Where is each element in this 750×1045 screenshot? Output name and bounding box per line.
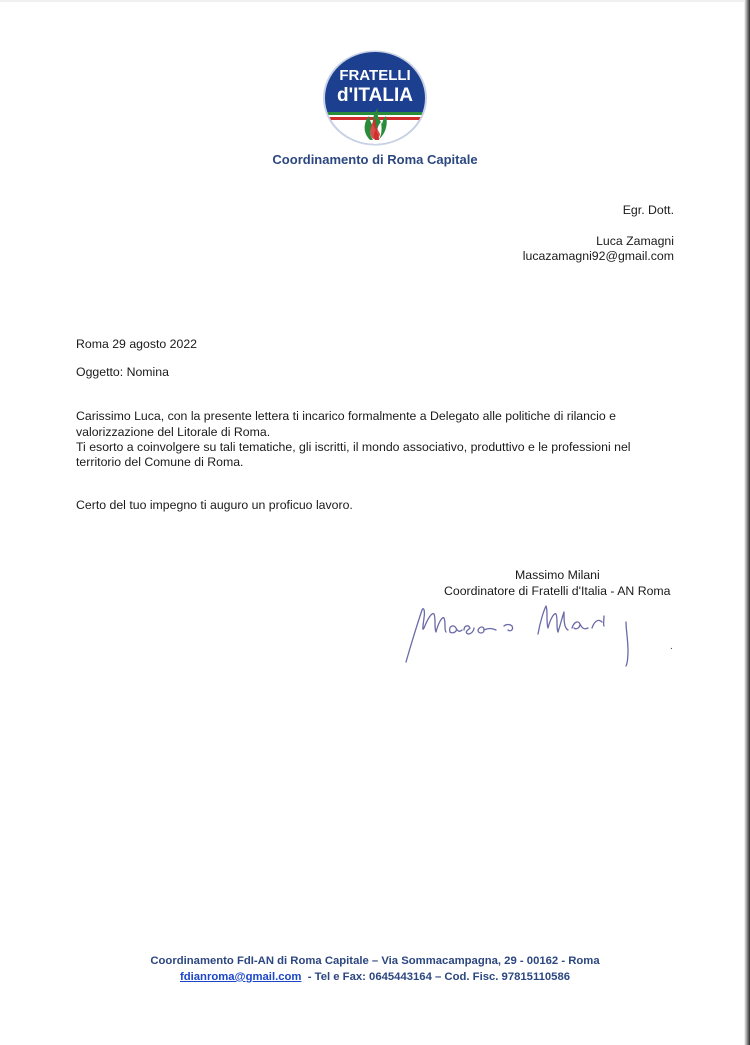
letter-closing: Certo del tuo impegno ti auguro un proficuo lavoro.: [76, 498, 353, 513]
signatory-name: Massimo Milani: [515, 568, 600, 582]
page-top-edge: [0, 0, 750, 2]
letter-paragraph-line: Carissimo Luca, con la presente lettera ti incarico formalmente a Delegato alle politiche di rilancio e: [76, 409, 616, 424]
signatory-role: Coordinatore di Fratelli d'Italia - AN Roma: [444, 583, 671, 598]
recipient-block: [523, 203, 674, 264]
recipient-email: lucazamagni92@gmail.com: [522, 249, 674, 263]
letter-footer: [0, 953, 750, 985]
footer-email-link[interactable]: fdianroma@gmail.com: [179, 971, 302, 983]
letter-subject: Oggetto: Nomina: [76, 365, 169, 380]
footer-contacts: - Tel e Fax: 0645443164 – Cod. Fisc. 97815110586: [301, 971, 571, 983]
logo-text-line1: FRATELLI: [339, 67, 411, 84]
fratelli-italia-logo: [322, 50, 428, 146]
letter-body: [76, 337, 676, 513]
letter-paragraph-line: territorio del Comune di Roma.: [76, 455, 244, 470]
letter-paragraph-line: valorizzazione del Litorale di Roma.: [76, 424, 271, 439]
recipient-name: Luca Zamagni: [596, 234, 674, 248]
logo-text-line2: d'ITALIA: [337, 85, 413, 106]
organization-title: Coordinamento di Roma Capitale: [272, 152, 478, 167]
recipient-salutation: Egr. Dott.: [622, 203, 674, 217]
handwritten-signature: [398, 588, 638, 668]
trailing-mark: .: [670, 641, 673, 652]
letter-paragraph-line: Ti esorto a coinvolgere su tali tematiche, gli iscritti, il mondo associativo, produttivo e le professioni nel: [76, 439, 631, 454]
letter-date: Roma 29 agosto 2022: [76, 337, 198, 351]
footer-address: Coordinamento FdI-AN di Roma Capitale – Via Sommacampagna, 29 - 00162 - Roma: [150, 955, 600, 967]
